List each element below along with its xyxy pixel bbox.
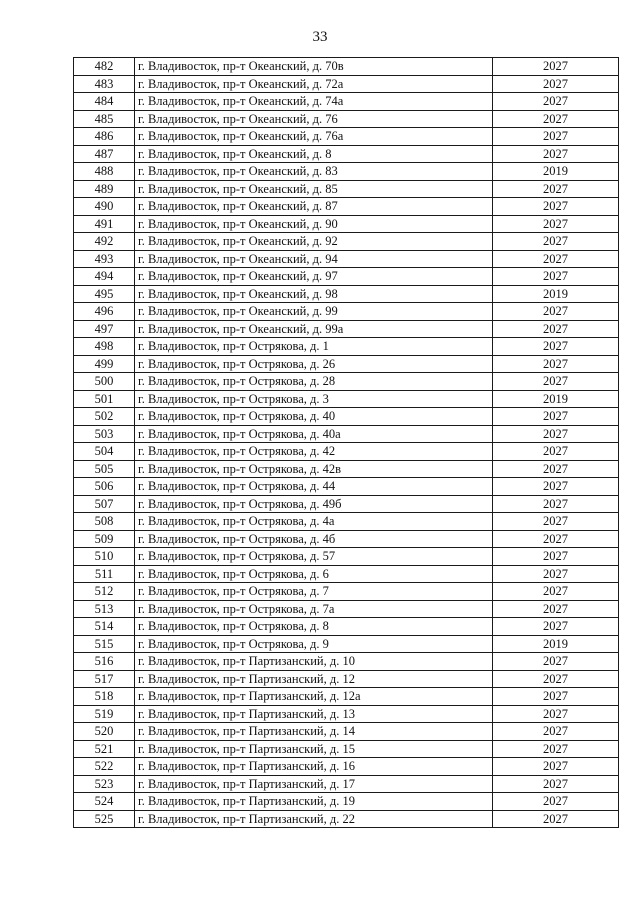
row-number-cell: 491 xyxy=(74,215,135,233)
year-cell: 2027 xyxy=(493,75,619,93)
address-cell: г. Владивосток, пр-т Партизанский, д. 14 xyxy=(135,723,493,741)
year-cell: 2027 xyxy=(493,495,619,513)
year-cell: 2027 xyxy=(493,478,619,496)
address-cell: г. Владивосток, пр-т Партизанский, д. 10 xyxy=(135,653,493,671)
table-row xyxy=(74,233,619,251)
year-cell: 2027 xyxy=(493,128,619,146)
year-cell: 2027 xyxy=(493,705,619,723)
address-cell: г. Владивосток, пр-т Партизанский, д. 12а xyxy=(135,688,493,706)
row-number-cell: 495 xyxy=(74,285,135,303)
row-number-cell: 497 xyxy=(74,320,135,338)
address-cell: г. Владивосток, пр-т Острякова, д. 3 xyxy=(135,390,493,408)
row-number-cell: 487 xyxy=(74,145,135,163)
table-row xyxy=(74,338,619,356)
table-row xyxy=(74,355,619,373)
row-number-cell: 525 xyxy=(74,810,135,828)
table-row xyxy=(74,303,619,321)
address-cell: г. Владивосток, пр-т Океанский, д. 90 xyxy=(135,215,493,233)
year-cell: 2027 xyxy=(493,303,619,321)
year-cell: 2027 xyxy=(493,145,619,163)
year-cell: 2027 xyxy=(493,688,619,706)
address-cell: г. Владивосток, пр-т Океанский, д. 76а xyxy=(135,128,493,146)
address-table xyxy=(73,57,619,828)
address-cell: г. Владивосток, пр-т Острякова, д. 26 xyxy=(135,355,493,373)
table-row xyxy=(74,198,619,216)
address-cell: г. Владивосток, пр-т Океанский, д. 92 xyxy=(135,233,493,251)
table-row xyxy=(74,635,619,653)
table-row xyxy=(74,390,619,408)
year-cell: 2027 xyxy=(493,320,619,338)
row-number-cell: 508 xyxy=(74,513,135,531)
address-cell: г. Владивосток, пр-т Острякова, д. 42в xyxy=(135,460,493,478)
row-number-cell: 482 xyxy=(74,58,135,76)
table-row xyxy=(74,810,619,828)
row-number-cell: 506 xyxy=(74,478,135,496)
table-row xyxy=(74,513,619,531)
address-cell: г. Владивосток, пр-т Острякова, д. 6 xyxy=(135,565,493,583)
year-cell: 2027 xyxy=(493,180,619,198)
row-number-cell: 504 xyxy=(74,443,135,461)
table-row xyxy=(74,320,619,338)
row-number-cell: 511 xyxy=(74,565,135,583)
table-row xyxy=(74,565,619,583)
table-row xyxy=(74,600,619,618)
row-number-cell: 507 xyxy=(74,495,135,513)
table-row xyxy=(74,758,619,776)
table-row xyxy=(74,75,619,93)
row-number-cell: 488 xyxy=(74,163,135,181)
row-number-cell: 490 xyxy=(74,198,135,216)
row-number-cell: 515 xyxy=(74,635,135,653)
table-row xyxy=(74,618,619,636)
year-cell: 2027 xyxy=(493,723,619,741)
address-cell: г. Владивосток, пр-т Океанский, д. 70в xyxy=(135,58,493,76)
table-row xyxy=(74,443,619,461)
row-number-cell: 512 xyxy=(74,583,135,601)
address-cell: г. Владивосток, пр-т Острякова, д. 28 xyxy=(135,373,493,391)
year-cell: 2027 xyxy=(493,513,619,531)
table-row xyxy=(74,495,619,513)
year-cell: 2027 xyxy=(493,268,619,286)
row-number-cell: 503 xyxy=(74,425,135,443)
row-number-cell: 509 xyxy=(74,530,135,548)
year-cell: 2027 xyxy=(493,583,619,601)
row-number-cell: 494 xyxy=(74,268,135,286)
address-cell: г. Владивосток, пр-т Партизанский, д. 22 xyxy=(135,810,493,828)
year-cell: 2027 xyxy=(493,373,619,391)
address-cell: г. Владивосток, пр-т Острякова, д. 7 xyxy=(135,583,493,601)
year-cell: 2027 xyxy=(493,565,619,583)
address-cell: г. Владивосток, пр-т Острякова, д. 4а xyxy=(135,513,493,531)
year-cell: 2027 xyxy=(493,408,619,426)
address-cell: г. Владивосток, пр-т Океанский, д. 94 xyxy=(135,250,493,268)
address-cell: г. Владивосток, пр-т Острякова, д. 1 xyxy=(135,338,493,356)
year-cell: 2027 xyxy=(493,93,619,111)
year-cell: 2027 xyxy=(493,670,619,688)
row-number-cell: 523 xyxy=(74,775,135,793)
address-cell: г. Владивосток, пр-т Океанский, д. 74а xyxy=(135,93,493,111)
address-cell: г. Владивосток, пр-т Острякова, д. 57 xyxy=(135,548,493,566)
address-cell: г. Владивосток, пр-т Острякова, д. 40 xyxy=(135,408,493,426)
address-cell: г. Владивосток, пр-т Острякова, д. 9 xyxy=(135,635,493,653)
year-cell: 2027 xyxy=(493,250,619,268)
address-cell: г. Владивосток, пр-т Партизанский, д. 17 xyxy=(135,775,493,793)
table-row xyxy=(74,653,619,671)
year-cell: 2027 xyxy=(493,548,619,566)
address-cell: г. Владивосток, пр-т Океанский, д. 99а xyxy=(135,320,493,338)
row-number-cell: 499 xyxy=(74,355,135,373)
year-cell: 2027 xyxy=(493,793,619,811)
address-cell: г. Владивосток, пр-т Партизанский, д. 15 xyxy=(135,740,493,758)
row-number-cell: 514 xyxy=(74,618,135,636)
year-cell: 2027 xyxy=(493,215,619,233)
address-cell: г. Владивосток, пр-т Партизанский, д. 16 xyxy=(135,758,493,776)
address-cell: г. Владивосток, пр-т Острякова, д. 7а xyxy=(135,600,493,618)
row-number-cell: 484 xyxy=(74,93,135,111)
table-row xyxy=(74,425,619,443)
row-number-cell: 520 xyxy=(74,723,135,741)
address-cell: г. Владивосток, пр-т Океанский, д. 72а xyxy=(135,75,493,93)
year-cell: 2027 xyxy=(493,653,619,671)
address-cell: г. Владивосток, пр-т Острякова, д. 44 xyxy=(135,478,493,496)
table-row xyxy=(74,793,619,811)
year-cell: 2027 xyxy=(493,198,619,216)
table-row xyxy=(74,180,619,198)
row-number-cell: 496 xyxy=(74,303,135,321)
table-row xyxy=(74,460,619,478)
table-row xyxy=(74,548,619,566)
row-number-cell: 517 xyxy=(74,670,135,688)
table-row xyxy=(74,250,619,268)
table-row xyxy=(74,93,619,111)
address-table-body xyxy=(74,58,619,828)
year-cell: 2027 xyxy=(493,530,619,548)
address-cell: г. Владивосток, пр-т Острякова, д. 42 xyxy=(135,443,493,461)
address-cell: г. Владивосток, пр-т Океанский, д. 83 xyxy=(135,163,493,181)
table-row xyxy=(74,723,619,741)
row-number-cell: 505 xyxy=(74,460,135,478)
address-cell: г. Владивосток, пр-т Острякова, д. 4б xyxy=(135,530,493,548)
year-cell: 2027 xyxy=(493,460,619,478)
year-cell: 2027 xyxy=(493,58,619,76)
table-row xyxy=(74,58,619,76)
address-cell: г. Владивосток, пр-т Партизанский, д. 12 xyxy=(135,670,493,688)
address-cell: г. Владивосток, пр-т Океанский, д. 87 xyxy=(135,198,493,216)
table-row xyxy=(74,775,619,793)
year-cell: 2027 xyxy=(493,758,619,776)
row-number-cell: 513 xyxy=(74,600,135,618)
year-cell: 2019 xyxy=(493,163,619,181)
address-cell: г. Владивосток, пр-т Океанский, д. 98 xyxy=(135,285,493,303)
row-number-cell: 500 xyxy=(74,373,135,391)
year-cell: 2027 xyxy=(493,600,619,618)
address-cell: г. Владивосток, пр-т Партизанский, д. 13 xyxy=(135,705,493,723)
year-cell: 2027 xyxy=(493,233,619,251)
year-cell: 2027 xyxy=(493,775,619,793)
row-number-cell: 486 xyxy=(74,128,135,146)
address-cell: г. Владивосток, пр-т Партизанский, д. 19 xyxy=(135,793,493,811)
table-row xyxy=(74,163,619,181)
year-cell: 2027 xyxy=(493,355,619,373)
address-cell: г. Владивосток, пр-т Океанский, д. 85 xyxy=(135,180,493,198)
table-row xyxy=(74,705,619,723)
address-cell: г. Владивосток, пр-т Острякова, д. 40а xyxy=(135,425,493,443)
table-row xyxy=(74,285,619,303)
table-row xyxy=(74,583,619,601)
table-row xyxy=(74,530,619,548)
table-row xyxy=(74,128,619,146)
row-number-cell: 521 xyxy=(74,740,135,758)
year-cell: 2019 xyxy=(493,285,619,303)
year-cell: 2027 xyxy=(493,425,619,443)
year-cell: 2027 xyxy=(493,110,619,128)
address-cell: г. Владивосток, пр-т Острякова, д. 49б xyxy=(135,495,493,513)
table-row xyxy=(74,408,619,426)
address-cell: г. Владивосток, пр-т Океанский, д. 97 xyxy=(135,268,493,286)
row-number-cell: 502 xyxy=(74,408,135,426)
page-number: 33 xyxy=(312,29,328,45)
row-number-cell: 489 xyxy=(74,180,135,198)
year-cell: 2019 xyxy=(493,635,619,653)
year-cell: 2027 xyxy=(493,338,619,356)
year-cell: 2027 xyxy=(493,740,619,758)
table-row xyxy=(74,478,619,496)
row-number-cell: 483 xyxy=(74,75,135,93)
year-cell: 2027 xyxy=(493,443,619,461)
table-row xyxy=(74,268,619,286)
row-number-cell: 524 xyxy=(74,793,135,811)
row-number-cell: 492 xyxy=(74,233,135,251)
row-number-cell: 485 xyxy=(74,110,135,128)
row-number-cell: 493 xyxy=(74,250,135,268)
year-cell: 2027 xyxy=(493,810,619,828)
address-cell: г. Владивосток, пр-т Океанский, д. 76 xyxy=(135,110,493,128)
table-row xyxy=(74,740,619,758)
year-cell: 2027 xyxy=(493,618,619,636)
row-number-cell: 522 xyxy=(74,758,135,776)
address-cell: г. Владивосток, пр-т Океанский, д. 8 xyxy=(135,145,493,163)
row-number-cell: 518 xyxy=(74,688,135,706)
address-cell: г. Владивосток, пр-т Океанский, д. 99 xyxy=(135,303,493,321)
year-cell: 2019 xyxy=(493,390,619,408)
row-number-cell: 519 xyxy=(74,705,135,723)
table-row xyxy=(74,145,619,163)
table-row xyxy=(74,373,619,391)
table-row xyxy=(74,110,619,128)
row-number-cell: 498 xyxy=(74,338,135,356)
table-row xyxy=(74,670,619,688)
table-row xyxy=(74,215,619,233)
row-number-cell: 501 xyxy=(74,390,135,408)
row-number-cell: 510 xyxy=(74,548,135,566)
address-cell: г. Владивосток, пр-т Острякова, д. 8 xyxy=(135,618,493,636)
table-row xyxy=(74,688,619,706)
row-number-cell: 516 xyxy=(74,653,135,671)
